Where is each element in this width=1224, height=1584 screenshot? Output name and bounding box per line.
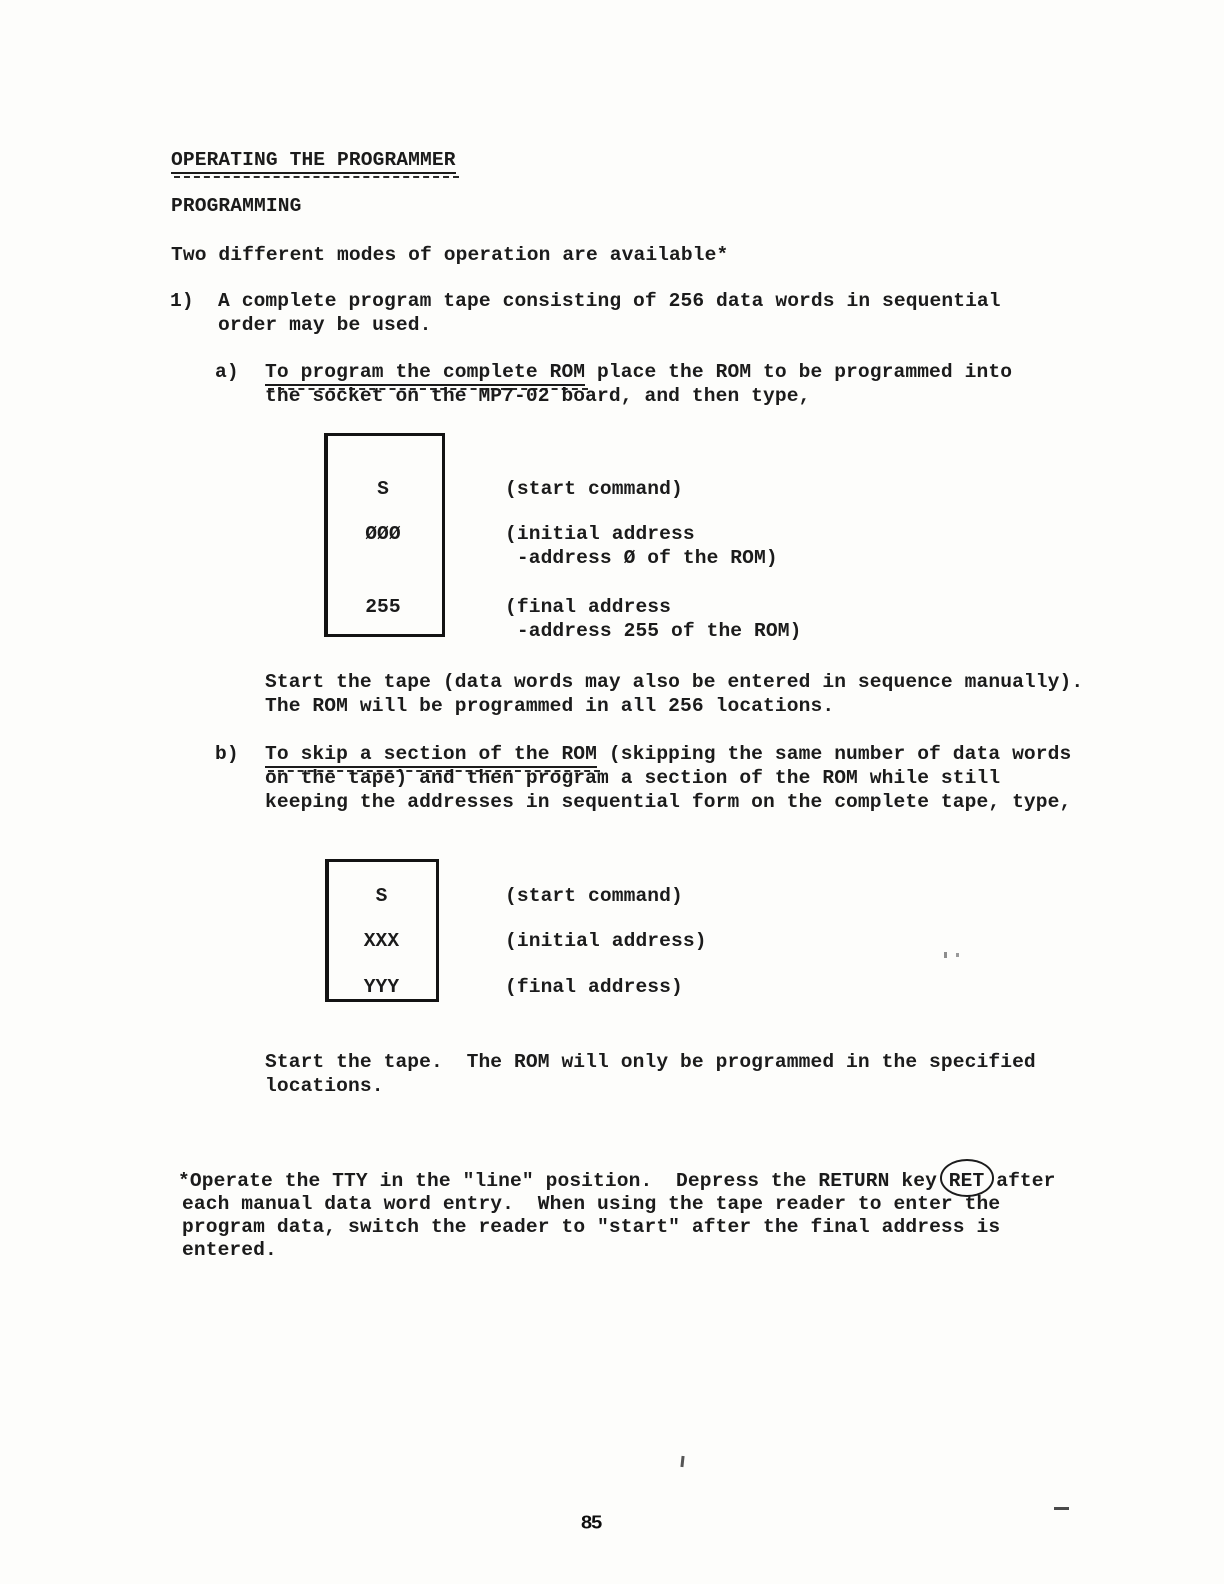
scan-speck [944,952,947,958]
scan-speck-dash [1054,1507,1069,1510]
section-heading: PROGRAMMING [171,195,302,217]
page-number: 85 [581,1512,602,1534]
scan-speck [680,1456,684,1467]
underlined-phrase: To program the complete ROM [265,361,585,386]
item-a-line [265,360,1012,384]
item-b-line-rest: (skipping the same number of data words [597,743,1072,765]
scan-speck [956,953,959,957]
box-b-note: (initial address) [505,930,707,952]
page-title-text: OPERATING THE PROGRAMMER [171,149,456,174]
item-b-line: on the tape) and then program a section of the ROM while still [265,767,1001,789]
footnote-line [178,1169,1056,1193]
item-1-marker: 1) [170,290,194,312]
item-1-line: A complete program tape consisting of 256 data words in sequential [218,290,1001,312]
circled-ret: RET [948,1170,985,1192]
underlined-phrase: To skip a section of the ROM [265,743,597,768]
box-a-note: (initial address [505,523,695,545]
box-a-value: S [377,478,389,500]
box-b-note: (final address) [505,976,683,998]
box-a-note: (start command) [505,478,683,500]
box-b-note: (start command) [505,885,683,907]
item-b-marker: b) [215,743,239,765]
item-a-marker: a) [215,361,239,383]
box-a-value: ØØØ [365,523,401,545]
footnote-pre: *Operate the TTY in the "line" position. Depress the RETURN key [178,1170,949,1192]
paragraph-b-line: Start the tape. The ROM will only be programmed in the specified [265,1051,1036,1073]
paragraph-b-line: locations. [265,1075,384,1097]
box-b-value: YYY [363,976,400,998]
box-a-note: -address 255 of the ROM) [505,620,802,642]
page-title [171,148,456,172]
item-1-line: order may be used. [218,314,432,336]
footnote-line: program data, switch the reader to "start" after the final address is [182,1216,1001,1238]
paragraph-a-line: The ROM will be programmed in all 256 locations. [265,695,835,717]
footnote-post: after [984,1170,1056,1192]
box-b-value: S [375,885,388,907]
box-a-value: 255 [365,596,401,618]
intro-text: Two different modes of operation are available* [171,244,729,266]
item-b-line [265,742,1071,766]
box-b-value: XXX [363,930,400,952]
footnote-line: each manual data word entry. When using the tape reader to enter the [182,1193,1001,1215]
item-a-line: the socket on the MP7-02 board, and then type, [265,385,811,407]
item-a-line-rest: place the ROM to be programmed into [585,361,1013,383]
footnote-line: entered. [182,1239,277,1261]
paragraph-a-line: Start the tape (data words may also be entered in sequence manually). [265,671,1084,693]
box-a-note: -address Ø of the ROM) [505,547,778,569]
item-b-line: keeping the addresses in sequential form on the complete tape, type, [265,791,1072,813]
box-a-note: (final address [505,596,672,618]
